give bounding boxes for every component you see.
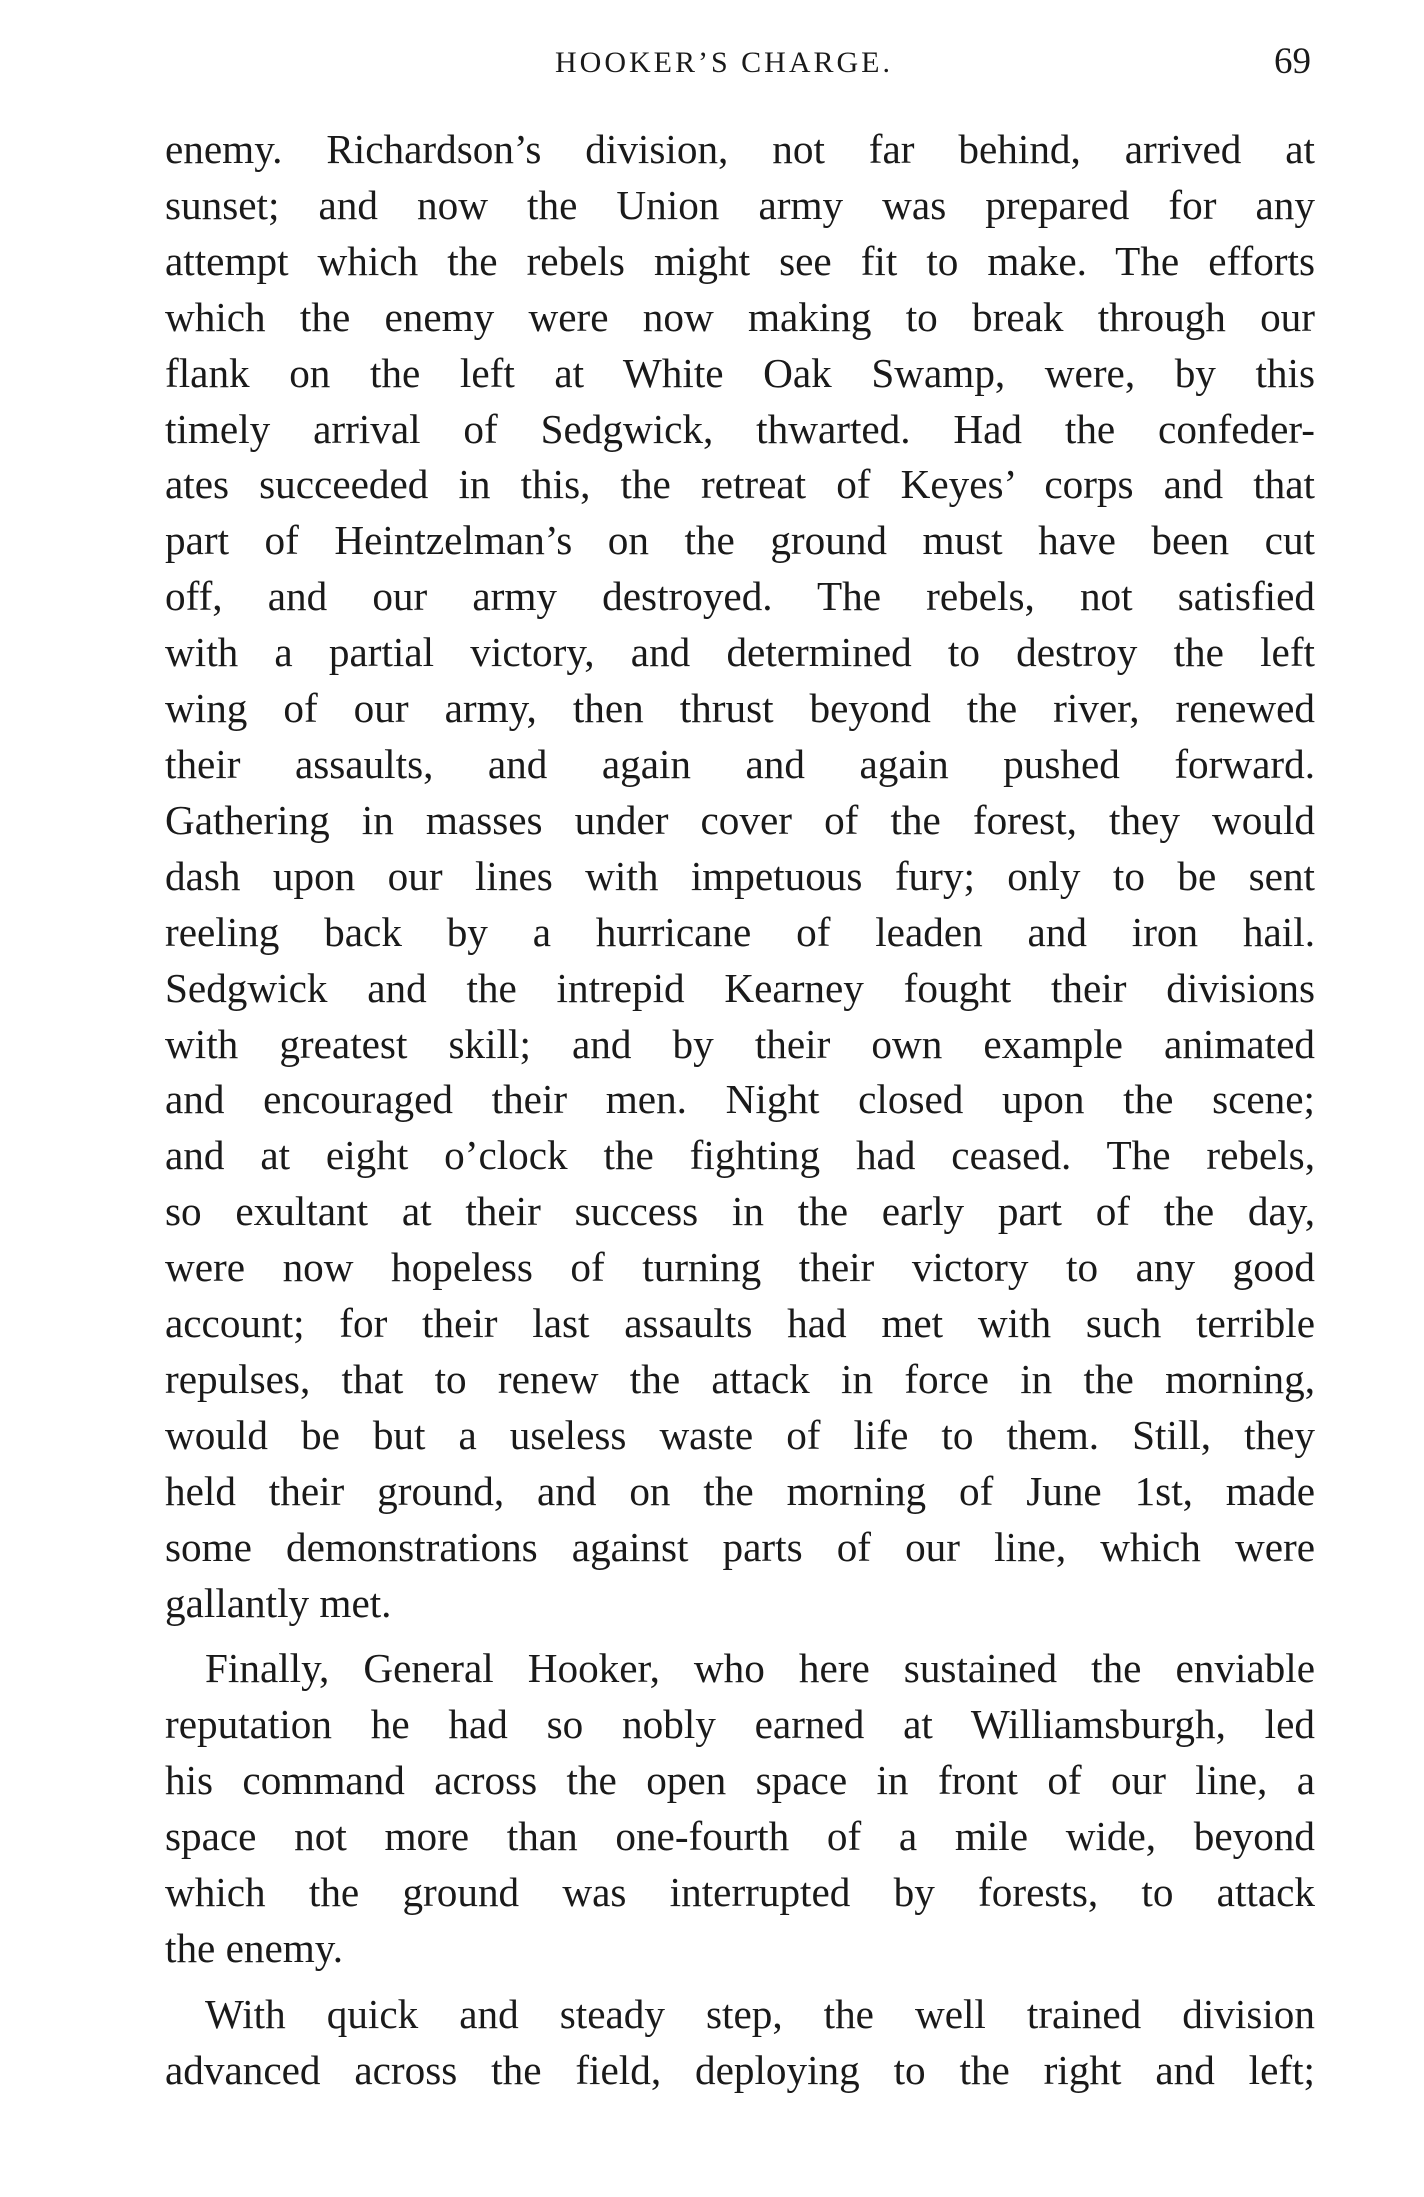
text-line: the enemy. bbox=[165, 1925, 344, 1971]
paragraph bbox=[165, 1641, 1315, 1976]
text-line: wing of our army, then thrust beyond the river, renewed bbox=[165, 685, 1315, 732]
text-line: repulses, that to renew the attack in force in the morning, bbox=[165, 1355, 1315, 1402]
running-title: HOOKER’S CHARGE. bbox=[555, 46, 894, 79]
text-line: their assaults, and again and again pushed forward. bbox=[165, 740, 1315, 787]
paragraph bbox=[165, 122, 1315, 1631]
text-line: space not more than one-fourth of a mile wide, beyond bbox=[165, 1813, 1315, 1860]
text-line: held their ground, and on the morning of June 1st, made bbox=[165, 1467, 1315, 1514]
text-line: so exultant at their success in the early part of the day, bbox=[165, 1188, 1315, 1235]
text-line: part of Heintzelman’s on the ground must have been cut bbox=[165, 517, 1315, 564]
text-line: attempt which the rebels might see fit to make. The efforts bbox=[165, 237, 1315, 284]
text-line: dash upon our lines with impetuous fury; only to be sent bbox=[165, 852, 1315, 899]
text-line: reeling back by a hurricane of leaden and iron hail. bbox=[165, 908, 1315, 955]
text-line: which the ground was interrupted by forests, to attack bbox=[165, 1869, 1315, 1916]
text-line: With quick and steady step, the well trained division bbox=[205, 1990, 1315, 2037]
paragraph bbox=[165, 1987, 1315, 2099]
text-line: Gathering in masses under cover of the forest, they would bbox=[165, 796, 1315, 843]
text-line: off, and our army destroyed. The rebels, not satisfied bbox=[165, 573, 1315, 620]
text-line: enemy. Richardson’s division, not far behind, arrived at bbox=[165, 126, 1315, 172]
text-line: and at eight o’clock the fighting had ceased. The rebels, bbox=[165, 1132, 1315, 1179]
page-header bbox=[165, 40, 1315, 90]
text-line: gallantly met. bbox=[165, 1579, 392, 1626]
text-line: flank on the left at White Oak Swamp, were, by this bbox=[165, 349, 1315, 396]
text-line: timely arrival of Sedgwick, thwarted. Had the confeder- bbox=[165, 405, 1315, 452]
text-line: reputation he had so nobly earned at Williamsburgh, led bbox=[165, 1701, 1315, 1748]
text-line: and encouraged their men. Night closed upon the scene; bbox=[165, 1076, 1315, 1123]
body-text bbox=[165, 122, 1315, 2099]
text-line: sunset; and now the Union army was prepared for any bbox=[165, 181, 1315, 228]
text-line: with a partial victory, and determined to destroy the left bbox=[165, 629, 1315, 676]
text-line: were now hopeless of turning their victory to any good bbox=[165, 1244, 1315, 1291]
text-line: Finally, General Hooker, who here sustained the enviable bbox=[205, 1645, 1315, 1692]
text-line: advanced across the field, deploying to the right and left; bbox=[165, 2046, 1315, 2093]
text-line: his command across the open space in front of our line, a bbox=[165, 1757, 1315, 1804]
page-number: 69 bbox=[1274, 41, 1311, 82]
text-line: some demonstrations against parts of our line, which were bbox=[165, 1523, 1315, 1570]
text-line: Sedgwick and the intrepid Kearney fought their divisions bbox=[165, 964, 1315, 1011]
text-line: account; for their last assaults had met with such terrible bbox=[165, 1300, 1315, 1347]
text-line: which the enemy were now making to break through our bbox=[165, 293, 1315, 340]
text-line: with greatest skill; and by their own example animated bbox=[165, 1020, 1315, 1067]
text-line: ates succeeded in this, the retreat of Keyes’ corps and that bbox=[165, 461, 1315, 508]
text-line: would be but a useless waste of life to them. Still, they bbox=[165, 1411, 1315, 1458]
